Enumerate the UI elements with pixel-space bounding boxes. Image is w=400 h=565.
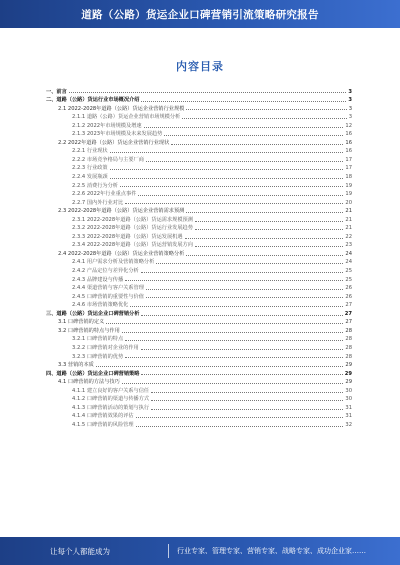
toc-leader-dots: [136, 417, 344, 418]
toc-entry[interactable]: [46, 308, 352, 317]
toc-page-number: 24: [345, 250, 352, 257]
toc-entry[interactable]: [46, 419, 352, 428]
toc-entry-label: 2.4.1 用户需求分析及营销策略分析: [72, 259, 155, 266]
toc-page-number: 28: [345, 327, 352, 334]
toc-leader-dots: [141, 101, 346, 102]
toc-leader-dots: [156, 263, 343, 264]
toc-entry-label: 4.1.4 口碑营销效果的评估: [72, 413, 134, 420]
toc-entry-label: 3.3 营销的本质: [58, 362, 94, 369]
toc-entry-label: 2.4.6 市场营销策略优化: [72, 302, 129, 309]
toc-leader-dots: [146, 297, 343, 298]
toc-entry[interactable]: [46, 351, 352, 360]
toc-page-number: 3: [348, 97, 352, 104]
toc-leader-dots: [144, 127, 344, 128]
toc-entry-label: 2.3.3 2022-2028年道路（公路）货运发展机遇: [72, 233, 183, 240]
toc-entry-label: 4.1 口碑营销的方法与技巧: [58, 379, 120, 386]
toc-leader-dots: [151, 392, 343, 393]
toc-page-number: 21: [345, 208, 352, 215]
page-footer: [0, 537, 400, 565]
toc-entry[interactable]: [46, 103, 352, 112]
toc-entry-label: 2.4.3 品牌建设与传播: [72, 276, 124, 283]
toc-entry-label: 2.3.4 2022-2028年道路（公路）货运营销发展方向: [72, 242, 193, 249]
toc-entry[interactable]: [46, 325, 352, 334]
toc-entry[interactable]: [46, 394, 352, 403]
toc-entry-label: 2.1 2022-2028年道路（公路）货运企业营销行业规模: [58, 105, 185, 112]
toc-page-number: 32: [345, 421, 352, 428]
toc-entry[interactable]: [46, 257, 352, 266]
toc-entry[interactable]: [46, 360, 352, 369]
toc-entry[interactable]: [46, 154, 352, 163]
page-header: [0, 0, 400, 28]
toc-leader-dots: [146, 161, 343, 162]
toc-page-number: 3: [348, 105, 352, 112]
toc-leader-dots: [195, 221, 343, 222]
toc-page-number: 28: [345, 353, 352, 360]
toc-leader-dots: [141, 315, 342, 316]
toc-entry[interactable]: [46, 411, 352, 420]
toc-leader-dots: [110, 178, 344, 179]
toc-entry-label: 2.3.2 2022-2028年道路（公路）货运行业发展趋势: [72, 225, 193, 232]
footer-slogan: 让每个人都能成为: [50, 546, 110, 556]
toc-leader-dots: [151, 400, 343, 401]
toc-entry[interactable]: [46, 385, 352, 394]
toc-entry[interactable]: [46, 95, 352, 104]
toc-entry[interactable]: [46, 231, 352, 240]
toc-entry-label: 2.2.6 2022年行业重点事件: [72, 191, 137, 198]
toc-entry-label: 2.2.2 市场竞争格局与主要厂商: [72, 156, 144, 163]
toc-entry-label: 3.2.2 口碑营销对企业的作用: [72, 344, 139, 351]
toc-entry-label: 3.1 口碑营销的定义: [58, 319, 105, 326]
toc-leader-dots: [185, 238, 344, 239]
toc-page-number: 29: [345, 362, 352, 369]
toc-leader-dots: [125, 280, 343, 281]
toc-page-number: 16: [345, 148, 352, 155]
toc-entry[interactable]: [46, 120, 352, 129]
toc-page-number: 12: [345, 122, 352, 129]
toc-entry[interactable]: [46, 197, 352, 206]
toc-entry[interactable]: [46, 300, 352, 309]
toc-page-number: 30: [345, 387, 352, 394]
toc-entry[interactable]: [46, 180, 352, 189]
toc-leader-dots: [195, 246, 343, 247]
toc-page-number: 17: [345, 165, 352, 172]
toc-leader-dots: [186, 212, 343, 213]
toc-entry-label: 3.2 口碑营销的特点与作用: [58, 327, 120, 334]
toc-entry-label: 2.1.1 道路（公路）货运企业营销市场规模分析: [72, 114, 181, 121]
toc-page-number: 27: [344, 310, 352, 317]
toc-page-number: 21: [345, 216, 352, 223]
toc-leader-dots: [69, 92, 347, 93]
toc-leader-dots: [125, 357, 343, 358]
toc-entry[interactable]: [46, 283, 352, 292]
toc-entry[interactable]: [46, 291, 352, 300]
toc-entry-label: 4.1.3 口碑营销活动的策划与执行: [72, 404, 150, 411]
toc-leader-dots: [122, 383, 344, 384]
toc-entry[interactable]: [46, 377, 352, 386]
toc-entry-label: 2.4.5 口碑营销的重要性与价值: [72, 293, 144, 300]
toc-page-number: 22: [345, 233, 352, 240]
toc-entry-label: 4.1.5 口碑营销的风险管理: [72, 421, 134, 428]
toc-entry-label: 3.2.1 口碑营销的特点: [72, 336, 124, 343]
toc-entry[interactable]: [46, 146, 352, 155]
toc-entry[interactable]: [46, 265, 352, 274]
toc-page-number: 18: [345, 174, 352, 181]
toc-entry-label: 2.2 2022年道路（公路）货运企业营销行业现状: [58, 139, 170, 146]
toc-leader-dots: [164, 135, 343, 136]
toc-page-number: 28: [345, 336, 352, 343]
toc-entry[interactable]: [46, 137, 352, 146]
toc-leader-dots: [110, 169, 344, 170]
toc-page-number: 30: [345, 396, 352, 403]
toc-page-number: 26: [345, 293, 352, 300]
toc-page-number: 19: [345, 182, 352, 189]
toc-page-number: 3: [348, 114, 352, 121]
toc-entry[interactable]: [46, 402, 352, 411]
toc-leader-dots: [120, 186, 343, 187]
toc-entry[interactable]: [46, 240, 352, 249]
toc-entry-label: 4.1.1 建立良好的客户关系与信任: [72, 387, 150, 394]
toc-leader-dots: [130, 306, 343, 307]
toc-leader-dots: [182, 118, 346, 119]
toc-leader-dots: [141, 272, 344, 273]
toc-leader-dots: [136, 426, 344, 427]
toc-leader-dots: [141, 349, 344, 350]
toc-leader-dots: [171, 144, 343, 145]
toc-page-number: 20: [345, 199, 352, 206]
toc-entry-label: 四、道路（公路）货运企业口碑营销策略: [46, 370, 140, 377]
toc-heading: 内容目录: [176, 60, 224, 73]
footer-divider: [168, 544, 169, 558]
toc-entry[interactable]: [46, 214, 352, 223]
toc-entry-label: 2.2.4 发展瓶颈: [72, 174, 108, 181]
toc-entry[interactable]: [46, 223, 352, 232]
toc-entry-label: 2.4.4 渠道营销与客户关系管理: [72, 285, 144, 292]
toc-entry[interactable]: [46, 163, 352, 172]
toc-entry[interactable]: [46, 317, 352, 326]
toc-page-number: 27: [345, 319, 352, 326]
toc-leader-dots: [96, 366, 344, 367]
toc-page-number: 25: [345, 268, 352, 275]
toc-page-number: 21: [345, 225, 352, 232]
toc-entry-label: 二、道路（公路）货运行业市场概况介绍: [46, 97, 140, 104]
toc-leader-dots: [125, 203, 343, 204]
toc-page-number: 19: [345, 191, 352, 198]
table-of-contents: [46, 86, 352, 428]
toc-page-number: 28: [345, 344, 352, 351]
toc-entry-label: 3.2.3 口碑营销的优势: [72, 353, 124, 360]
toc-entry-label: 一、前言: [46, 88, 67, 95]
toc-page-number: 29: [345, 379, 352, 386]
toc-page-number: 26: [345, 285, 352, 292]
toc-entry[interactable]: [46, 112, 352, 121]
toc-leader-dots: [186, 109, 346, 110]
toc-leader-dots: [106, 323, 343, 324]
toc-leader-dots: [186, 255, 343, 256]
toc-entry-label: 2.3 2022-2028年道路（公路）货运企业营销需求预测: [58, 208, 185, 215]
toc-entry-label: 2.2.7 国内外行业对比: [72, 199, 124, 206]
toc-leader-dots: [110, 152, 344, 153]
toc-entry-label: 2.1.3 2023年市场规模及未来发展趋势: [72, 131, 163, 138]
toc-entry[interactable]: [46, 248, 352, 257]
toc-entry[interactable]: [46, 368, 352, 377]
toc-page-number: 29: [344, 370, 352, 377]
toc-page-number: 24: [345, 259, 352, 266]
toc-page-number: 3: [348, 88, 352, 95]
toc-entry-label: 2.2.1 行业现状: [72, 148, 108, 155]
toc-entry[interactable]: [46, 334, 352, 343]
toc-entry[interactable]: [46, 274, 352, 283]
toc-entry-label: 4.1.2 口碑营销的渠道与传播方式: [72, 396, 150, 403]
toc-entry[interactable]: [46, 129, 352, 138]
toc-entry-label: 三、道路（公路）货运企业口碑营销分析: [46, 310, 140, 317]
toc-leader-dots: [125, 340, 343, 341]
toc-entry[interactable]: [46, 171, 352, 180]
toc-entry-label: 2.4 2022-2028年道路（公路）货运企业营销策略分析: [58, 250, 185, 257]
toc-leader-dots: [146, 289, 343, 290]
toc-entry-label: 2.1.2 2022年市场规模及增速: [72, 122, 142, 129]
toc-entry[interactable]: [46, 189, 352, 198]
toc-entry-label: 2.2.3 行业政策: [72, 165, 108, 172]
toc-entry[interactable]: [46, 86, 352, 95]
toc-leader-dots: [122, 332, 344, 333]
toc-page-number: 23: [345, 242, 352, 249]
toc-entry-label: 2.4.2 产品定位与差异化分析: [72, 268, 139, 275]
toc-leader-dots: [141, 374, 342, 375]
toc-leader-dots: [138, 195, 343, 196]
toc-leader-dots: [195, 229, 343, 230]
toc-page-number: 25: [345, 276, 352, 283]
toc-entry[interactable]: [46, 206, 352, 215]
toc-page-number: 17: [345, 156, 352, 163]
toc-leader-dots: [151, 409, 343, 410]
toc-page-number: 31: [345, 413, 352, 420]
report-title: 道路（公路）货运企业口碑营销引流策略研究报告: [81, 8, 319, 21]
toc-page-number: 27: [345, 302, 352, 309]
toc-entry-label: 2.2.5 消费行为分析: [72, 182, 118, 189]
footer-roles: 行业专家、管理专家、营销专家、战略专家、成功企业家……: [177, 547, 366, 555]
toc-entry[interactable]: [46, 342, 352, 351]
toc-page-number: 16: [345, 139, 352, 146]
toc-page-number: 31: [345, 404, 352, 411]
toc-entry-label: 2.3.1 2022-2028年道路（公路）货运需求规模预测: [72, 216, 193, 223]
toc-page-number: 16: [345, 131, 352, 138]
